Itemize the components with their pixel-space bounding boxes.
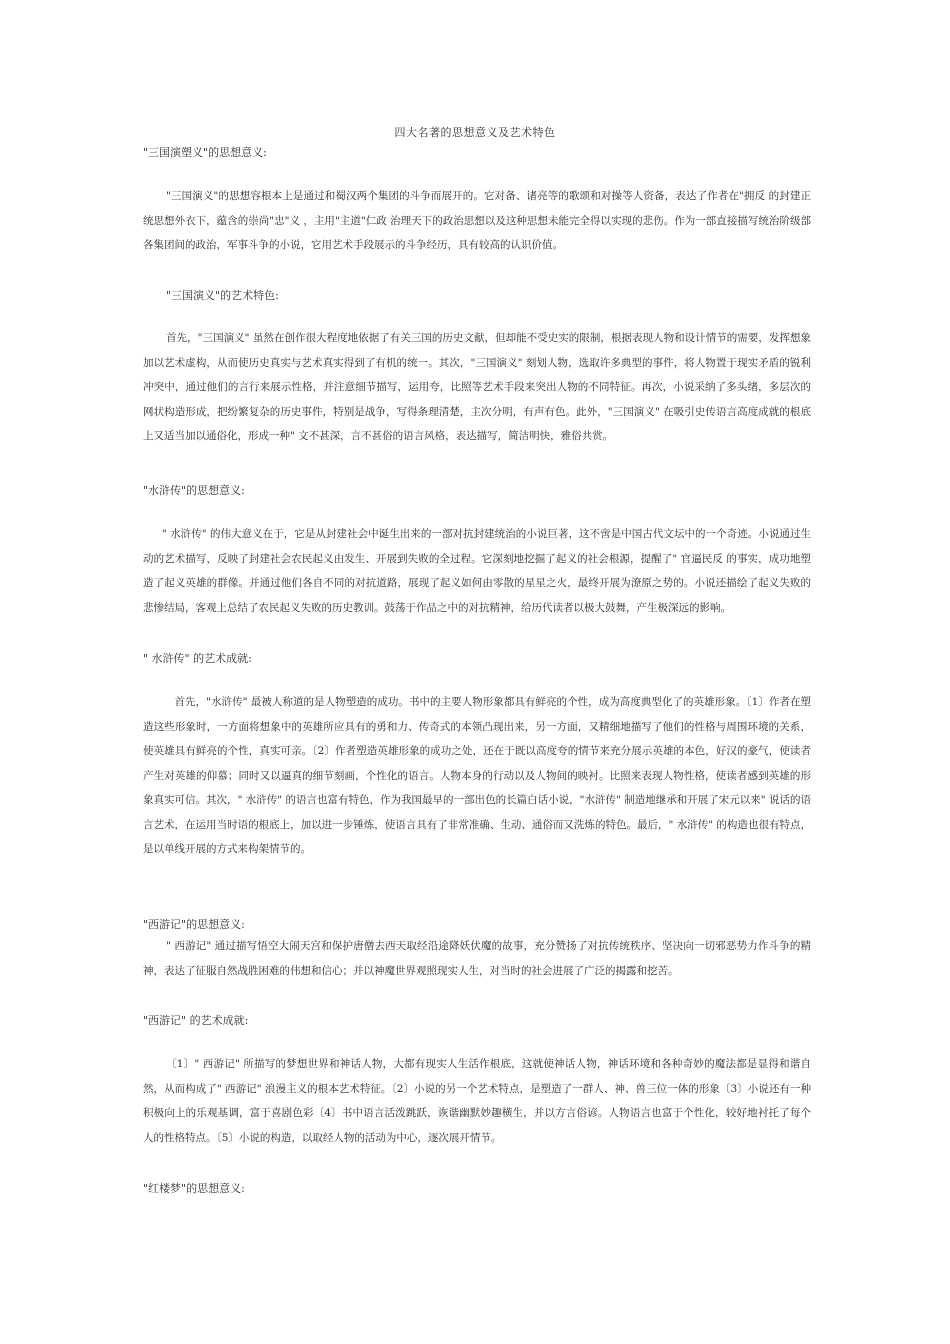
section-heading-xiyou-art: "西游记" 的艺术成就: — [143, 1014, 249, 1027]
section-body-xiyou-art: 〔1〕" 西游记" 所描写的梦想世界和神话人物，大都有现实人生活作根底，这就使神话人物，神话环境和各种奇妙的魔法都是显得和谐自然，从而构成了" 西游记" 浪漫主义的根本艺术特征。〔2〕小说的另一个艺术特点，是塑造了一群人、神、兽三位一体的形象〔3〕小说还有一种积极向上的乐观基调，富于喜剧色彩〔4〕书中语言活泼跳跃，诙谐幽默妙趣横生，并以方言俗谚。人物语言也富于个性化，较好地衬托了每个人的性格特点。〔5〕小说的构造，以取经人物的活动为中心，逐次展开情节。 — [143, 1058, 811, 1144]
document-title: 四大名著的思想意义及艺术特色 — [394, 126, 556, 139]
section-body-sanguo-art: 首先，"三国演义" 虽然在创作很大程度地依据了有关三国的历史文献，但却能不受史实的限制，根据表现人物和设计情节的需要，发挥想象加以艺术虚构，从而使历史真实与艺术真实得到了有机的统一。其次，"三国演义" 刻划人物，选取许多典型的事件，将人物置于现实矛盾的锐利冲突中，通过他们的言行来展示性格，并注意细节描写，运用夸，比照等艺术手段来突出人物的不同特征。再次，小说采纳了多头绪，多层次的网状构造形成，把纷繁复杂的历史事件，特别是战争，写得条理清楚，主次分明，有声有色。此外，"三国演义" 在吸引史传语言高度成就的根底上又适当加以通俗化，形成一种" 文不甚深，言不甚俗的语言风格，表达描写，简洁明快，雅俗共赏。 — [143, 332, 811, 442]
section-heading-shuihu-art: " 水浒传" 的艺术成就: — [143, 652, 252, 665]
section-heading-xiyou-meaning: "西游记"的思想意义: — [143, 918, 245, 931]
section-body-shuihu-art: 首先，"水浒传" 最被人称道的是人物塑造的成功。书中的主要人物形象都具有鲜亮的个性，成为高度典型化了的英雄形象。〔1〕作者在塑造这些形象时，一方面将想象中的英雄所应具有的勇和力、传奇式的本领凸现出来，另一方面，又精细地描写了他们的性格与周围环境的关系，使英雄具有鲜亮的个性，真实可亲。〔2〕作者塑造英雄形象的成功之处，还在于既以高度夸的情节来充分展示英雄的本色，好汉的豪气，使读者产生对英雄的仰慕；同时又以逼真的细节刻画，个性化的语言。人物本身的行动以及人物间的映衬。比照来表现人物性格，使读者感到英雄的形象真实可信。其次，" 水浒传" 的语言也富有特色，作为我国最早的一部出色的长篇白话小说，"水浒传" 制造地继承和开展了宋元以来" 说话的语言艺术，在运用当时语的根底上，加以进一步锤炼，使语言具有了非常准确、生动、通俗而又洗炼的特色。最后，" 水浒传" 的构造也很有特点，是以单线开展的方式来构架情节的。 — [143, 696, 811, 855]
section-body-xiyou-meaning: " 西游记" 通过描写悟空大闹天宫和保护唐僧去西天取经沿途降妖伏魔的故事，充分赞扬了对抗传统秩序、坚决向一切邪恶势力作斗争的精神，表达了征服自然战胜困难的伟想和信心；并以神魔世界观照现实人生，对当时的社会进展了广泛的揭露和挖苦。 — [143, 940, 811, 977]
section-body-sanguo-meaning: "三国演义"的思想容根本上是通过和蜀汉两个集团的斗争而展开的。它对备、诸亮等的歌颂和对操等人资备，表达了作者在"拥反 的封建正统思想外衣下，蕴含的崇尚"忠"义 ，主用"主道"仁政 治理天下的政治思想以及这种思想未能完全得以实现的悲伤。作为一部直接描写统治阶级部各集团间的政治，军事斗争的小说，它用艺术手段展示的斗争经历，具有较高的认识价值。 — [143, 190, 811, 251]
section-body-shuihu-meaning: " 水浒传" 的伟大意义在于，它是从封建社会中诞生出来的一部对抗封建统治的小说巨著，这不啻是中国古代文坛中的一个奇迹。小说通过生动的艺术描写，反映了封建社会农民起义由发生、开展到失败的全过程。它深刻地挖掘了起义的社会根源，提醒了" 官逼民反 的事实，成功地塑造了起义英雄的群像。并通过他们各自不同的对抗道路，展现了起义如何由零散的星星之火，最终开展为潦原之势的。小说还描绘了起义失败的悲惨结局，客观上总结了农民起义失败的历史教训。鼓荡于作品之中的对抗精神，给历代读者以极大鼓舞，产生极深远的影响。 — [143, 528, 811, 614]
section-heading-sanguo-meaning: "三国演塑义"的思想意义: — [143, 146, 267, 159]
section-heading-sanguo-art: "三国演义"的艺术特色: — [166, 289, 279, 302]
section-heading-shuihu-meaning: "水浒传"的思想意义: — [143, 484, 245, 497]
section-heading-honglou-meaning: "红楼梦"的思想意义: — [143, 1182, 245, 1195]
